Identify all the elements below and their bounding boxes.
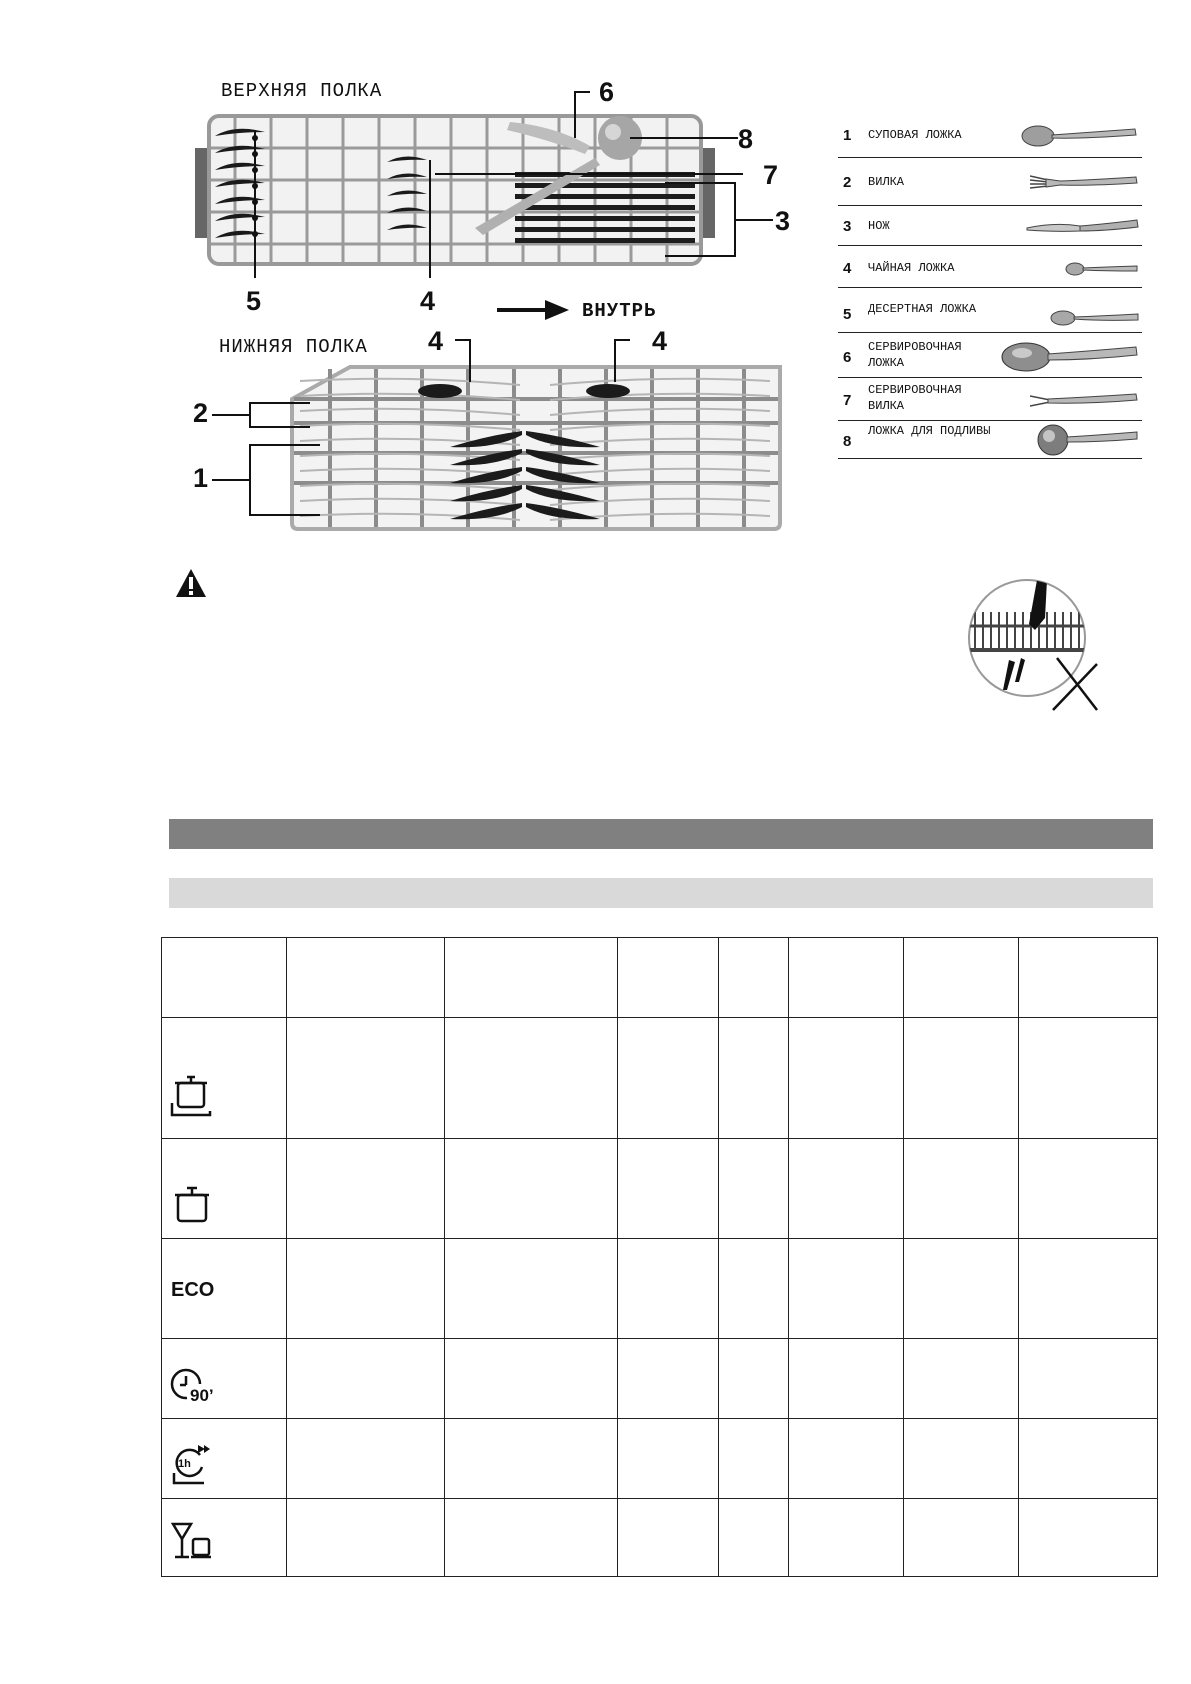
callout-lower-2: 2 (193, 398, 209, 428)
lower-callout-lines (190, 330, 690, 530)
callout-lower-1: 1 (193, 463, 209, 493)
legend-label: ЛОЖКА ДЛЯ ПОДЛИВЫ (868, 424, 991, 438)
legend-num: 7 (843, 392, 852, 409)
callout-7: 7 (763, 160, 779, 190)
legend-label: ЧАЙНАЯ ЛОЖКА (868, 261, 955, 275)
program-table (161, 937, 1158, 1577)
legend-row (838, 421, 1142, 459)
knives-not-allowed-icon (965, 578, 1100, 713)
cutlery-legend (838, 113, 1142, 459)
legend-label: ДЕСЕРТНАЯ ЛОЖКА (868, 302, 977, 316)
knife-icon (1025, 214, 1140, 238)
legend-label: СЕРВИРОВОЧНАЯ ЛОЖКА (868, 340, 962, 370)
table-row (162, 1339, 1158, 1419)
eco-icon: ECO (171, 1279, 215, 1301)
legend-row (838, 113, 1142, 158)
ladle-icon (1035, 423, 1140, 457)
legend-label: ВИЛКА (868, 175, 905, 189)
callout-6: 6 (599, 77, 615, 107)
subsection-header-bar (169, 878, 1153, 908)
legend-row (838, 246, 1142, 288)
lower-rack-title: НИЖНЯЯ ПОЛКА (219, 336, 368, 358)
upper-callout-lines (195, 80, 815, 320)
legend-row (838, 288, 1142, 333)
1h-label: 1h (178, 1458, 191, 1470)
teaspoon-icon (1065, 258, 1140, 278)
legend-num: 6 (843, 349, 852, 366)
table-row (162, 1239, 1158, 1339)
callout-5: 5 (246, 286, 262, 316)
legend-row (838, 333, 1142, 378)
90-min-label: 90’ (190, 1386, 214, 1405)
direction-label: ВНУТРЬ (582, 300, 657, 322)
legend-row (838, 158, 1142, 206)
glass-icon (170, 1521, 214, 1561)
legend-num: 4 (843, 260, 852, 277)
dessert-spoon-icon (1050, 306, 1140, 328)
table-row (162, 1139, 1158, 1239)
callout-lower-4a: 4 (428, 326, 444, 356)
fork-icon (1030, 170, 1140, 194)
legend-label: СУПОВАЯ ЛОЖКА (868, 128, 962, 142)
legend-num: 8 (843, 433, 852, 450)
legend-num: 3 (843, 218, 852, 235)
legend-row (838, 206, 1142, 246)
callout-4: 4 (420, 286, 436, 316)
legend-label: СЕРВИРОВОЧНАЯ ВИЛКА (868, 383, 962, 413)
serving-spoon-icon (1000, 339, 1140, 373)
arrow-right-icon (497, 298, 569, 322)
legend-num: 5 (843, 306, 852, 323)
intensive-pot-icon (170, 1073, 212, 1118)
table-header-row (162, 938, 1158, 1018)
warning-triangle-icon (175, 568, 207, 598)
table-row (162, 1018, 1158, 1139)
serving-fork-icon (1030, 388, 1140, 412)
callout-lower-4b: 4 (652, 326, 668, 356)
callout-8: 8 (738, 124, 754, 154)
soup-spoon-icon (1020, 121, 1140, 149)
legend-num: 2 (843, 174, 852, 191)
legend-label: НОЖ (868, 219, 890, 233)
normal-pot-icon (172, 1184, 212, 1224)
table-row (162, 1419, 1158, 1499)
legend-row (838, 378, 1142, 421)
legend-num: 1 (843, 127, 852, 144)
section-header-bar (169, 819, 1153, 849)
callout-3: 3 (775, 206, 791, 236)
table-row (162, 1499, 1158, 1577)
upper-rack-title: ВЕРХНЯЯ ПОЛКА (221, 80, 383, 102)
